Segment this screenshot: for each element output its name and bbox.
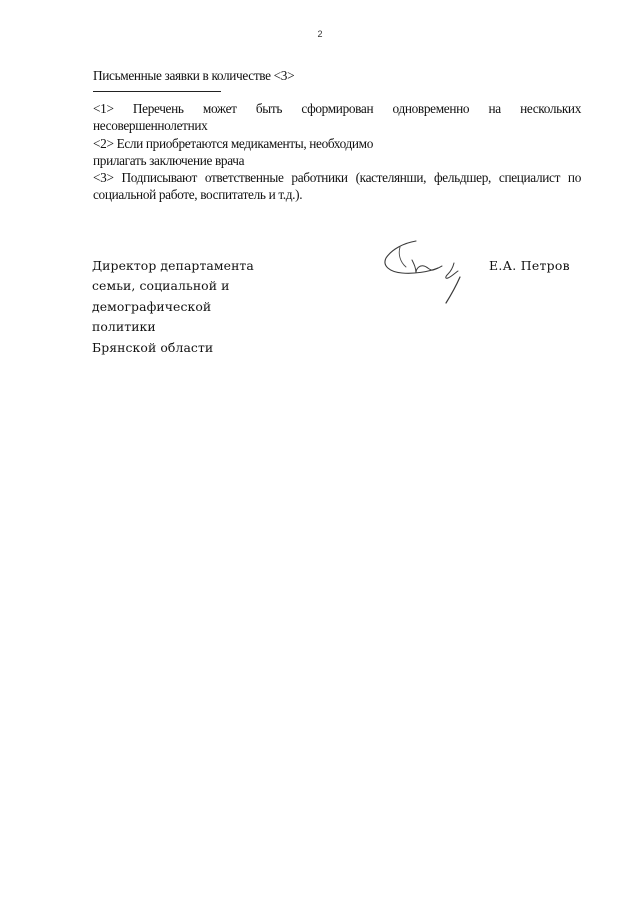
footnote-1-line-1: <1> Перечень может быть сформирован одновременно на нескольких xyxy=(93,101,581,117)
signer-title-line: Брянской области xyxy=(92,339,214,355)
signer-name: Е.А. Петров xyxy=(489,258,570,273)
footnotes-section xyxy=(93,67,581,203)
requests-line: Письменные заявки в количестве <3> xyxy=(93,68,295,83)
footnote-separator xyxy=(93,91,221,92)
footnote-3-line-1: <3> Подписывают ответственные работники (кастелянши, фельдшер, специалист по xyxy=(93,170,581,186)
footnote-3-line-2: социальной работе, воспитатель и т.д.). xyxy=(93,187,303,203)
page-number: 2 xyxy=(317,29,323,39)
footnote-1-line-2: несовершеннолетних xyxy=(93,118,208,134)
signer-title-line: демографической xyxy=(92,298,212,314)
handwritten-signature xyxy=(378,234,470,306)
signer-title-line: политики xyxy=(92,319,156,335)
footnote-2-line-2: прилагать заключение врача xyxy=(93,152,245,168)
signer-title xyxy=(92,256,254,358)
signer-title-line: Директор департамента xyxy=(92,258,254,273)
signer-title-line: семьи, социальной и xyxy=(92,278,230,294)
footnote-2-line-1: <2> Если приобретаются медикаменты, необходимо xyxy=(93,135,374,151)
